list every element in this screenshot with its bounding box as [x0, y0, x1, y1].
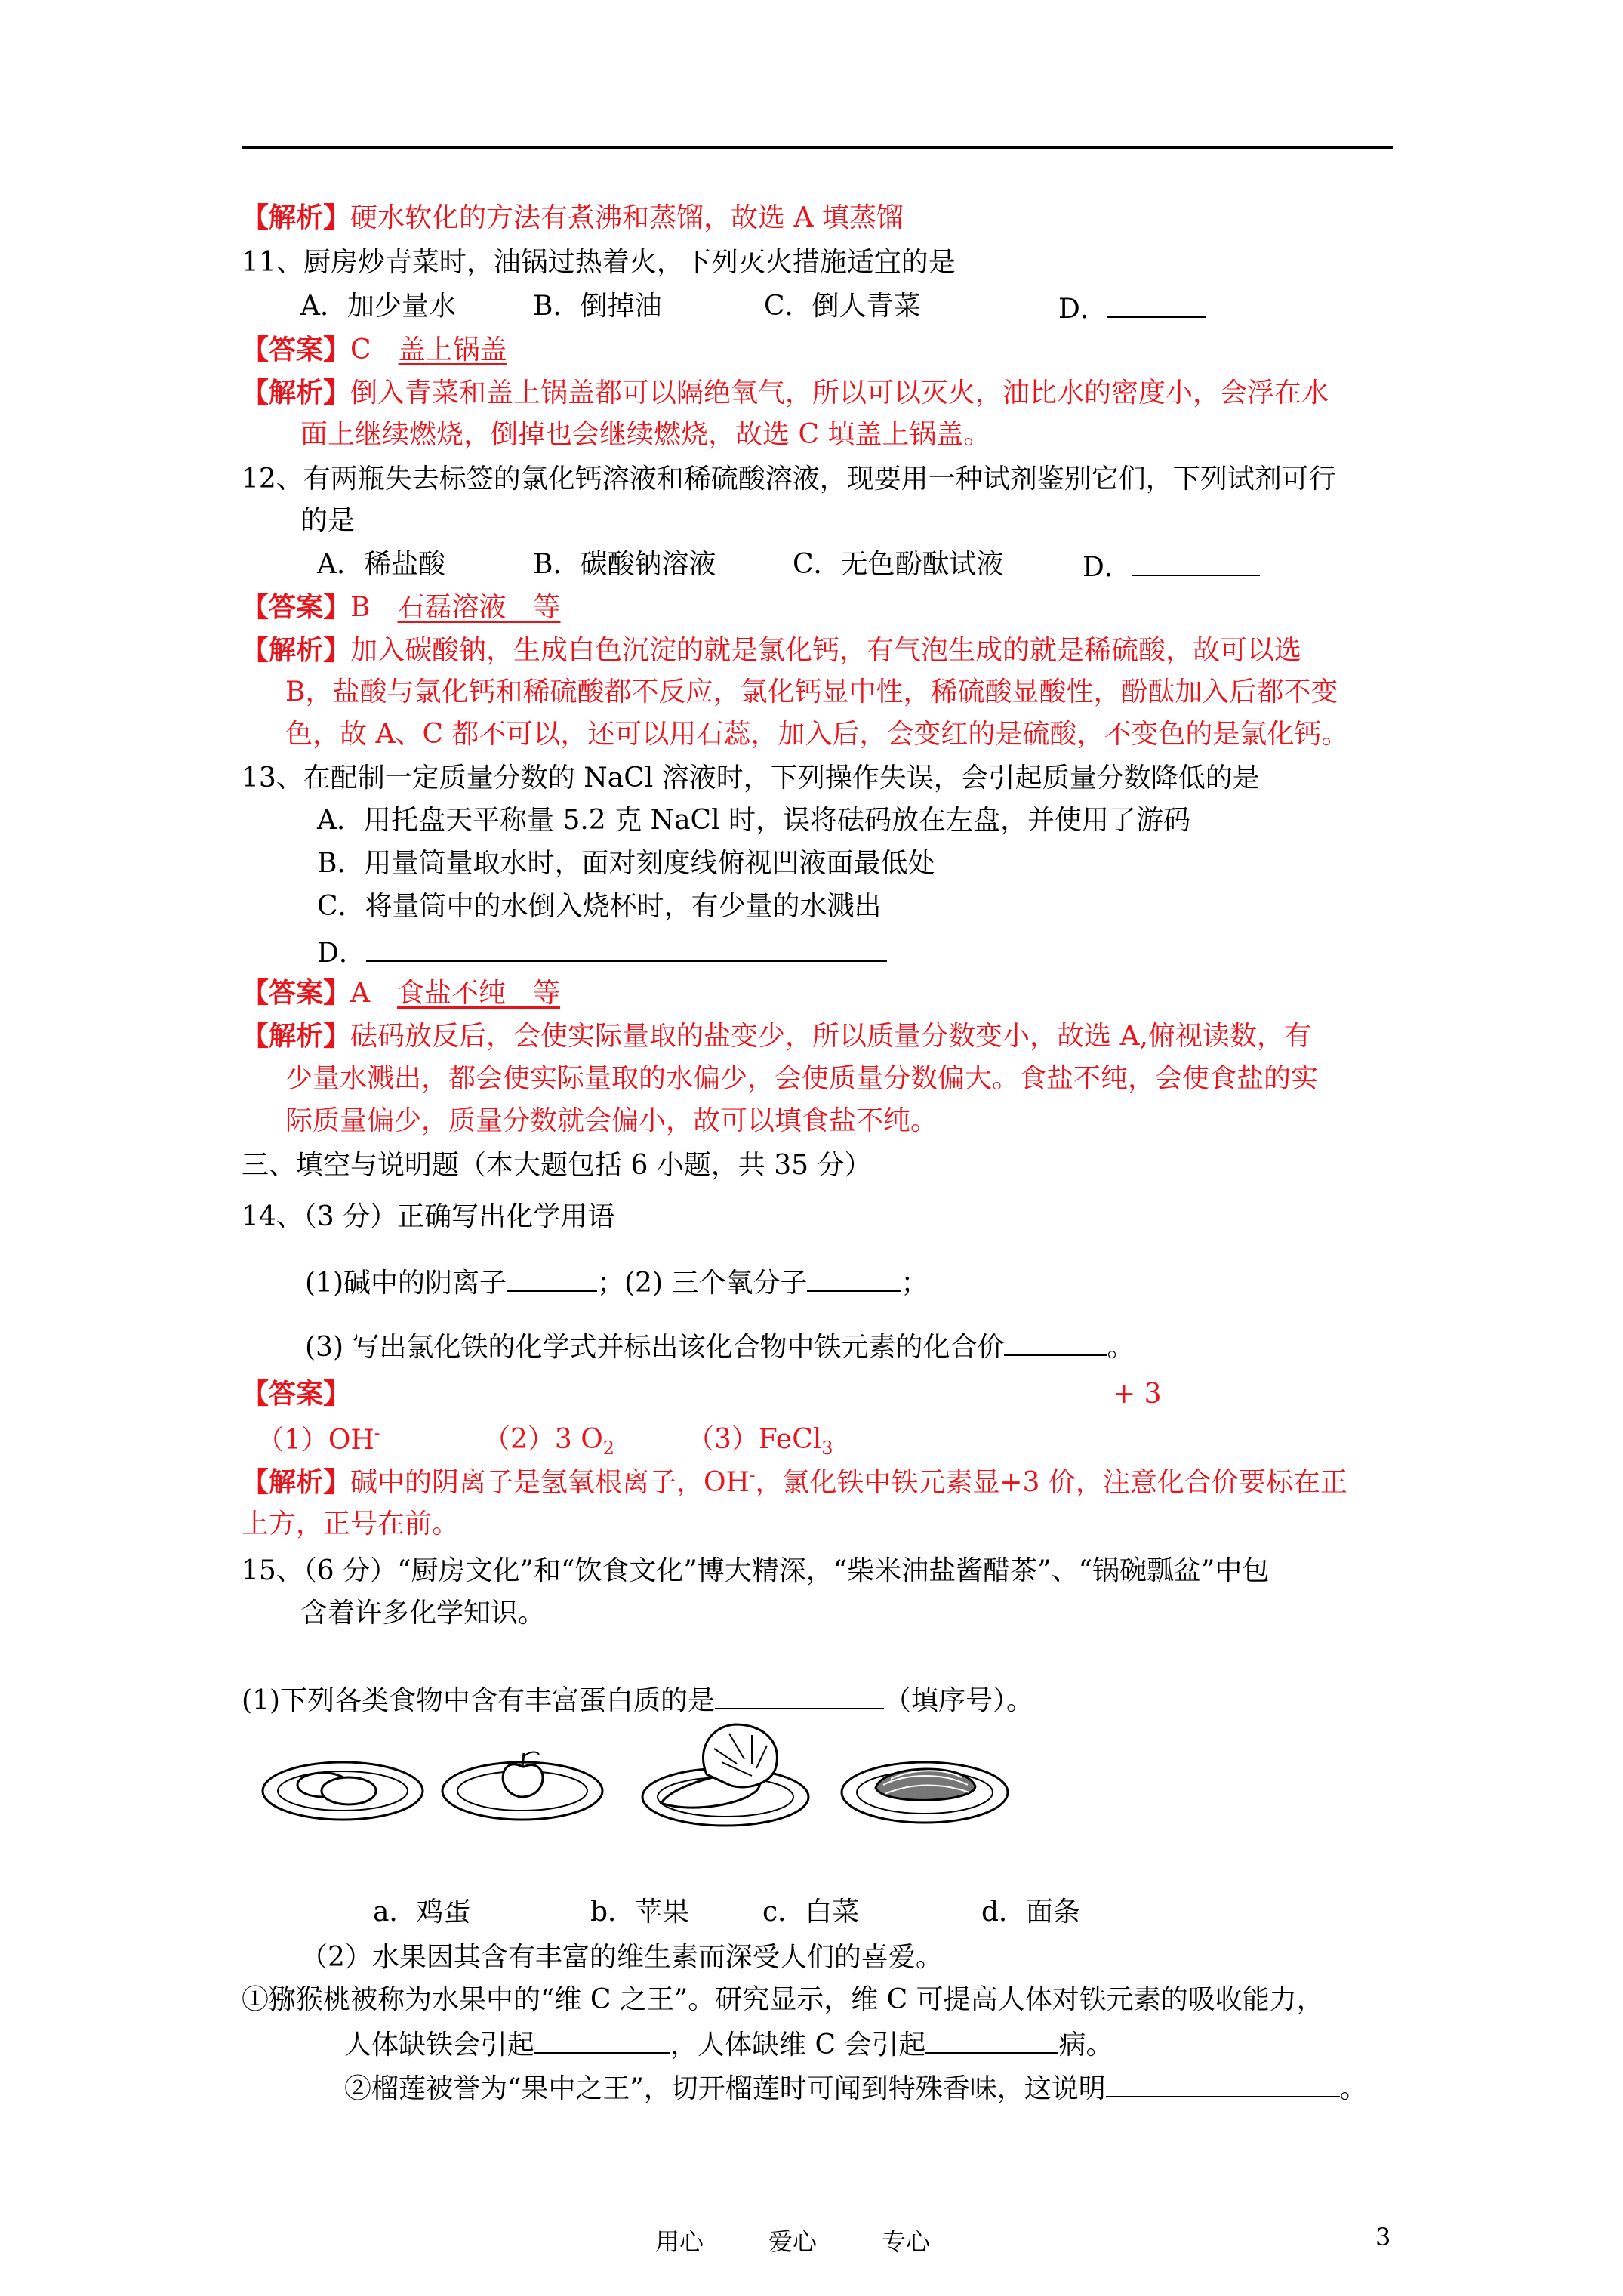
q13-option-d: D． — [317, 935, 887, 969]
food-label-a: a．鸡蛋 — [373, 1897, 471, 1928]
q13-stem: 13、在配制一定质量分数的 NaCl 溶液时，下列操作失误，会引起质量分数降低的是 — [242, 763, 1260, 794]
footer-motto-3: 专心 — [882, 2227, 931, 2256]
page-number: 3 — [1375, 2223, 1391, 2251]
q13-analysis-2: 少量水溅出，都会使实际量取的水偏少，会使质量分数偏大。食盐不纯，会使食盐的实 — [285, 1063, 1319, 1094]
food-label-b: b．苹果 — [590, 1897, 690, 1928]
q14-analysis-1: 【解析】碱中的阴离子是氢氧根离子，OH-，氯化铁中铁元素显+3 价，注意化合价要标在正 — [242, 1466, 1347, 1498]
q10-analysis: 【解析】硬水软化的方法有煮沸和蒸馏，故选 A 填蒸馏 — [242, 202, 904, 233]
q12-blank — [1132, 549, 1260, 576]
q12-option-d: D． — [1083, 549, 1260, 583]
q14-answer-2: （2）3 $O_2$ — [483, 1424, 615, 1459]
q11-blank — [1107, 291, 1206, 318]
q12-analysis-1: 【解析】加入碳酸钠，生成白色沉淀的就是氯化钙，有气泡生成的就是稀硫酸，故可以选 — [242, 634, 1302, 666]
food-label-c: c．白菜 — [762, 1897, 860, 1928]
q11-option-c: C．倒人青菜 — [764, 291, 921, 322]
q12-analysis-3: 色，故 A、C 都不可以，还可以用石蕊，加入后，会变红的是硫酸，不变色的是氯化钙。 — [285, 719, 1349, 750]
egg-plate-icon — [260, 1743, 426, 1826]
q14-valence-mark: + 3 — [1113, 1379, 1162, 1410]
footer-motto-1: 用心 — [655, 2227, 704, 2256]
header-rule — [242, 146, 1393, 149]
q15-blank-4 — [1106, 2070, 1340, 2097]
q14-blank-3 — [1004, 1329, 1107, 1356]
q15-circle-1-blanks: 人体缺铁会引起 ，人体缺维 C 会引起 病。 — [344, 2026, 1113, 2060]
q15-blank-2 — [534, 2026, 670, 2054]
q13-option-c: C．将量筒中的水倒入烧杯时，有少量的水溅出 — [317, 891, 882, 922]
cabbage-plate-icon — [639, 1718, 812, 1832]
q15-blank-1 — [715, 1682, 884, 1709]
q14-part-3: (3) 写出氯化铁的化学式并标出该化合物中铁元素的化合价 。 — [305, 1329, 1134, 1363]
q12-stem-2: 的是 — [300, 505, 356, 536]
q14-analysis-2: 上方，正号在前。 — [242, 1509, 460, 1539]
q12-analysis-2: B，盐酸与氯化钙和稀硫酸都不反应，氯化钙显中性，稀硫酸显酸性，酚酞加入后都不变 — [285, 676, 1338, 707]
q12-stem-1: 12、有两瓶失去标签的氯化钙溶液和稀硫酸溶液，现要用一种试剂鉴别它们，下列试剂可行 — [242, 464, 1336, 495]
q11-answer: 【答案】C 盖上锅盖 — [242, 334, 507, 365]
q13-analysis-1: 【解析】砝码放反后，会使实际量取的盐变少，所以质量分数变小，故选 A,俯视读数，有 — [242, 1020, 1311, 1052]
q13-option-b: B．用量筒量取水时，面对刻度线俯视凹液面最低处 — [317, 848, 935, 879]
q15-sub-1: (1)下列各类食物中含有丰富蛋白质的是 （填序号）。 — [242, 1682, 1033, 1716]
q14-answer-3: （3）FeCl$_3$ — [687, 1424, 833, 1459]
q14-answer-tag: 【答案】 — [242, 1378, 351, 1410]
food-label-d: d．面条 — [981, 1897, 1081, 1928]
q15-stem-1: 15、（6 分）“厨房文化”和“饮食文化”博大精深，“柴米油盐酱醋茶”、“锅碗瓢盆”中包 — [242, 1555, 1270, 1586]
q12-option-c: C．无色酚酞试液 — [793, 549, 1004, 580]
q12-option-a: A．稀盐酸 — [317, 549, 445, 580]
q13-blank — [366, 935, 887, 962]
noodle-plate-icon — [838, 1734, 1012, 1827]
q12-answer: 【答案】B 石磊溶液 等 — [242, 591, 561, 623]
section-3-title: 三、填空与说明题（本大题包括 6 小题，共 35 分） — [242, 1150, 872, 1181]
apple-plate-icon — [439, 1737, 605, 1826]
q11-option-a: A．加少量水 — [300, 291, 456, 322]
q13-option-a: A．用托盘天平称量 5.2 克 NaCl 时，误将砝码放在左盘，并使用了游码 — [317, 805, 1191, 836]
q14-stem: 14、（3 分）正确写出化学用语 — [242, 1201, 615, 1232]
q14-part-1-2: (1)碱中的阴离子 ；(2) 三个氧分子 ； — [305, 1265, 928, 1299]
q15-circle-1: ①猕猴桃被称为水果中的“维 C 之王”。研究显示，维 C 可提高人体对铁元素的吸收能力， — [242, 1984, 1324, 2015]
q13-answer: 【答案】A 食盐不纯 等 — [242, 977, 561, 1009]
q15-stem-2: 含着许多化学知识。 — [300, 1598, 546, 1629]
q15-sub-2: （2）水果因其含有丰富的维生素而深受人们的喜爱。 — [300, 1942, 943, 1973]
q11-option-b: B．倒掉油 — [533, 291, 662, 322]
q11-analysis-1: 【解析】倒入青菜和盖上锅盖都可以隔绝氧气，所以可以灭火，油比水的密度小，会浮在水 — [242, 377, 1329, 408]
q11-stem: 11、厨房炒青菜时，油锅过热着火，下列灭火措施适宜的是 — [242, 247, 956, 278]
footer-motto-2: 爱心 — [768, 2227, 818, 2256]
q12-option-b: B．碳酸钠溶液 — [533, 549, 716, 580]
q14-blank-1 — [507, 1265, 597, 1292]
q14-blank-2 — [807, 1265, 901, 1292]
q11-analysis-2: 面上继续燃烧，倒掉也会继续燃烧，故选 C 填盖上锅盖。 — [300, 419, 991, 450]
q14-answer-1: （1）OH- — [257, 1424, 380, 1456]
q15-blank-3 — [925, 2026, 1058, 2054]
q13-analysis-3: 际质量偏少，质量分数就会偏小，故可以填食盐不纯。 — [285, 1105, 938, 1136]
q11-option-d: D． — [1058, 291, 1206, 325]
q15-circle-2: ②榴莲被誉为“果中之王”，切开榴莲时可闻到特殊香味，这说明 。 — [344, 2070, 1367, 2104]
